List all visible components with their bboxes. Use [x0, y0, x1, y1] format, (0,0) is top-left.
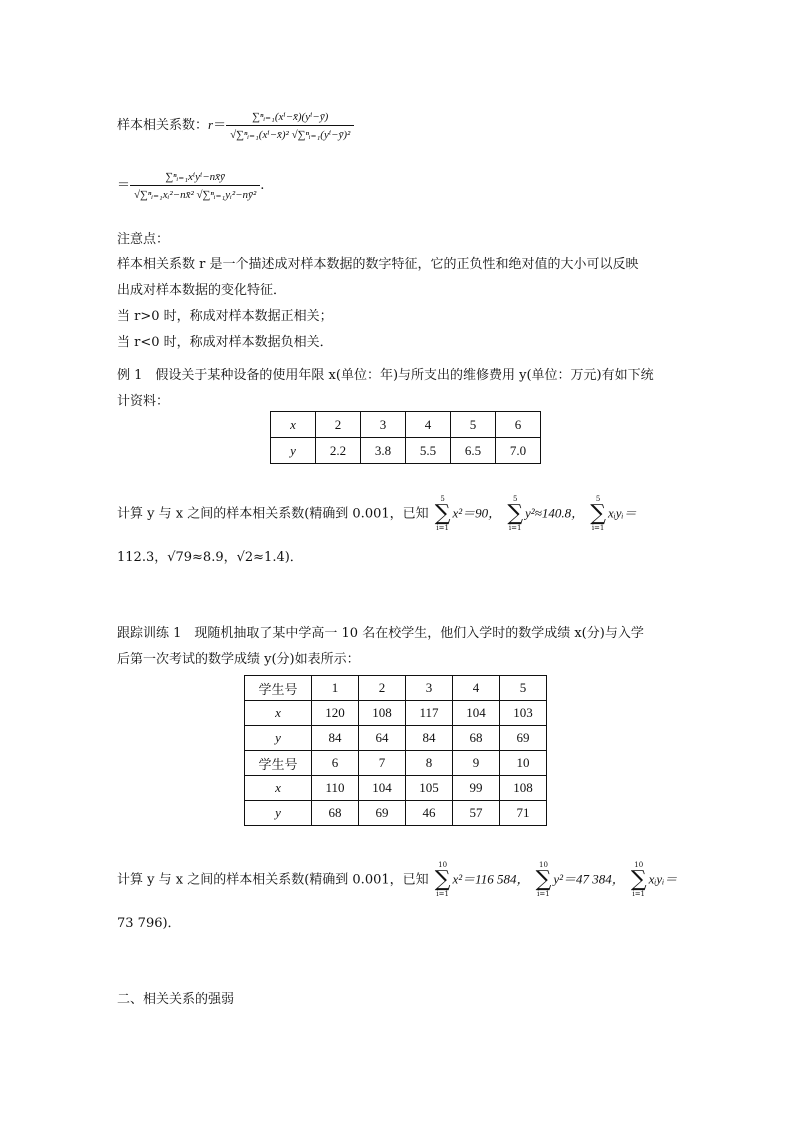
notes-line-1: 样本相关系数 r 是一个描述成对样本数据的数字特征，它的正负性和绝对值的大小可以反映	[117, 257, 639, 272]
table-cell: 6.5	[451, 438, 496, 464]
table-row	[245, 701, 547, 726]
table-cell: 108	[359, 701, 406, 726]
notes-line-4: 当 r<0 时，称成对样本数据负相关．	[117, 335, 333, 350]
table-cell: 学生号	[245, 751, 312, 776]
table-cell: y	[245, 801, 312, 826]
formula-fraction-2	[130, 170, 260, 201]
formula-r-symbol: r	[208, 117, 214, 132]
example1-question-line-1	[117, 496, 637, 532]
table-cell: x	[245, 701, 312, 726]
formula-fraction-1	[226, 110, 354, 141]
table-cell: 71	[500, 801, 547, 826]
table-cell: x	[271, 412, 316, 438]
table-cell: 69	[500, 726, 547, 751]
summation-3	[590, 496, 606, 532]
sum-upper-limit: 10	[438, 861, 448, 869]
sum-expression: x²＝116 584，	[452, 871, 530, 887]
notes-line-3: 当 r>0 时，称成对样本数据正相关；	[117, 309, 333, 324]
table-row	[245, 726, 547, 751]
table-cell: 2	[359, 676, 406, 701]
sigma-icon: ∑	[507, 501, 524, 526]
table-cell: 3.8	[361, 438, 406, 464]
table-cell: 10	[500, 751, 547, 776]
table-cell: x	[245, 776, 312, 801]
formula-denominator-2: √∑ⁿᵢ₌₁xᵢ²−nx̄² √∑ⁿᵢ₌₁yᵢ²−nȳ²	[130, 185, 260, 201]
table-cell: 117	[406, 701, 453, 726]
table-cell: 7.0	[496, 438, 541, 464]
formula-equals-2: ＝	[117, 178, 131, 193]
sigma-icon: ∑	[630, 867, 647, 892]
practice1-question-text: 计算 y 与 x 之间的样本相关系数(精确到 0.001，已知	[117, 872, 429, 888]
sum-lower-limit: i=1	[537, 890, 550, 898]
sum-lower-limit: i=1	[632, 890, 646, 898]
sum-expression: y²≈140.8，	[525, 505, 585, 521]
sigma-icon: ∑	[434, 867, 451, 892]
sum-lower-limit: i=1	[508, 524, 522, 532]
table-cell: 120	[312, 701, 359, 726]
table-cell: 6	[496, 412, 541, 438]
table-row	[245, 676, 547, 701]
practice1-question-line-2: 73 796)．	[117, 916, 181, 931]
table-cell: 6	[312, 751, 359, 776]
example1-table	[270, 411, 541, 464]
formula-line-2	[117, 170, 264, 201]
sum-lower-limit: i=1	[436, 890, 449, 898]
example1-question-line-2: 112.3，√79≈8.9，√2≈1.4)．	[117, 550, 303, 565]
section2-heading: 二、相关关系的强弱	[117, 992, 235, 1007]
table-cell: 110	[312, 776, 359, 801]
table-cell: 99	[453, 776, 500, 801]
table-cell: 108	[500, 776, 547, 801]
summation-2	[536, 862, 552, 898]
table-cell: 104	[359, 776, 406, 801]
table-cell: 5.5	[406, 438, 451, 464]
practice1-question-line-1	[117, 862, 677, 898]
formula-denominator-1: √∑ⁿᵢ₌₁(xⁱ−x̄)² √∑ⁿᵢ₌₁(yⁱ−ȳ)²	[226, 125, 354, 141]
table-cell: y	[245, 726, 312, 751]
sigma-icon: ∑	[434, 501, 451, 526]
sigma-icon: ∑	[535, 867, 552, 892]
table-cell: 64	[359, 726, 406, 751]
formula-label: 样本相关系数：	[117, 118, 209, 133]
table-cell: 9	[453, 751, 500, 776]
formula-numerator-2: ∑ⁿᵢ₌₁xⁱyⁱ−nx̄ȳ	[165, 171, 225, 183]
sum-expression: xᵢyᵢ＝	[648, 871, 678, 887]
table-cell: 5	[451, 412, 496, 438]
sigma-icon: ∑	[590, 501, 606, 526]
table-cell: 57	[453, 801, 500, 826]
table-row	[245, 801, 547, 826]
sum-lower-limit: i=1	[591, 524, 605, 532]
sum-lower-limit: i=1	[436, 524, 449, 532]
table-cell: 3	[361, 412, 406, 438]
table-row	[245, 751, 547, 776]
table-cell: y	[271, 438, 316, 464]
table-row	[245, 776, 547, 801]
notes-line-2: 出成对样本数据的变化特征．	[117, 283, 287, 298]
practice1-line-2: 后第一次考试的数学成绩 y(分)如表所示：	[117, 652, 360, 667]
table-cell: 2	[316, 412, 361, 438]
table-cell: 84	[312, 726, 359, 751]
table-cell: 3	[406, 676, 453, 701]
table-cell: 103	[500, 701, 547, 726]
sum-upper-limit: 10	[538, 861, 548, 869]
practice1-line-1: 跟踪训练 1 现随机抽取了某中学高一 10 名在校学生，他们入学时的数学成绩 x(分)与入学	[117, 626, 644, 641]
table-cell: 4	[453, 676, 500, 701]
notes-title: 注意点：	[117, 232, 170, 247]
table-cell: 46	[406, 801, 453, 826]
table-cell: 84	[406, 726, 453, 751]
summation-1	[435, 496, 451, 532]
formula-numerator-1: ∑ⁿᵢ₌₁(xⁱ−x̄)(yⁱ−ȳ)	[252, 111, 329, 123]
summation-2	[507, 496, 523, 532]
table-row	[271, 438, 541, 464]
table-cell: 68	[453, 726, 500, 751]
sum-upper-limit: 10	[634, 861, 644, 869]
table-cell: 7	[359, 751, 406, 776]
sum-upper-limit: 5	[595, 495, 601, 503]
summation-1	[435, 862, 451, 898]
table-cell: 1	[312, 676, 359, 701]
sum-expression: y²＝47 384，	[553, 871, 625, 887]
sum-upper-limit: 5	[440, 495, 445, 503]
table-cell: 104	[453, 701, 500, 726]
formula-line-1	[117, 110, 354, 141]
example1-line-1: 例 1 假设关于某种设备的使用年限 x(单位：年)与所支出的维修费用 y(单位：万元)有如下统	[117, 368, 654, 383]
table-cell: 68	[312, 801, 359, 826]
table-row	[271, 412, 541, 438]
sum-expression: xᵢyᵢ＝	[607, 505, 637, 521]
table-cell: 69	[359, 801, 406, 826]
table-cell: 2.2	[316, 438, 361, 464]
formula-equals: ＝	[213, 118, 227, 133]
sum-upper-limit: 5	[512, 495, 518, 503]
practice1-table	[244, 675, 547, 826]
table-cell: 5	[500, 676, 547, 701]
table-cell: 学生号	[245, 676, 312, 701]
table-cell: 105	[406, 776, 453, 801]
example1-line-2: 计资料：	[117, 394, 170, 409]
example1-question-text: 计算 y 与 x 之间的样本相关系数(精确到 0.001，已知	[117, 506, 429, 522]
formula-period: .	[260, 178, 265, 193]
table-cell: 4	[406, 412, 451, 438]
table-cell: 8	[406, 751, 453, 776]
sum-expression: x²＝90，	[452, 505, 502, 521]
summation-3	[631, 862, 647, 898]
